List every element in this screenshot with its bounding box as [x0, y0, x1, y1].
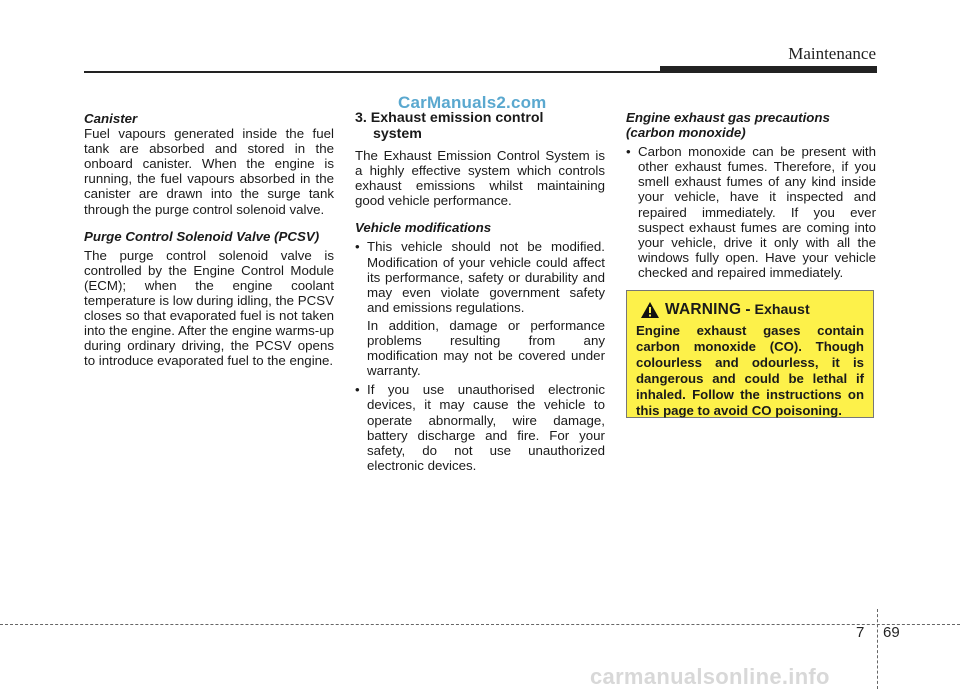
list-item: [355, 239, 605, 378]
header-rule-thick: [660, 66, 877, 73]
warning-separator: -: [745, 301, 751, 318]
pcsv-text: The purge control solenoid valve is controlled by the Engine Control Module (ECM); when the engine coolant temperature is low during idling, the PCSV closes so that evaporated fuel is not taken into the engine. After the engine warms-up during ordinary driving, the PCSV opens to introduce evaporated fuel to the engine.: [84, 247, 334, 369]
bullet-text: Carbon monoxide can be present with other exhaust fumes. Therefore, if you smell exhaust fumes of any kind inside your vehicle, have it inspected and repaired immediately. If you ever suspect exhaust fumes are coming into your vehicle, drive it only with all the windows fully open. Have your vehicle checked and repaired immediately.: [638, 144, 876, 280]
list-item: [355, 382, 605, 473]
exhaust-precautions-heading-line2: (carbon monoxide): [626, 125, 746, 141]
canister-heading: Canister: [84, 111, 138, 126]
vehicle-modifications-heading: Vehicle modifications: [355, 220, 492, 236]
section-number: 3.: [355, 110, 367, 126]
warning-label: WARNING: [665, 301, 742, 318]
watermark-top: CarManuals2.com: [398, 93, 547, 112]
bullet-text: This vehicle should not be modified. Modification of your vehicle could affect its performance, safety or durability and may even violate government safety and emissions regulations.: [367, 239, 605, 315]
modifications-list: [355, 239, 605, 472]
bullet-continuation: In addition, damage or performance problems resulting from any modification may not be covered under warranty.: [367, 317, 605, 379]
bullet-text: If you use unauthorised electronic devices, it may cause the vehicle to operate abnormally, wire damage, battery discharge and fire. For your safety, do not use unauthorized electronic devices.: [367, 382, 605, 473]
column-left: [84, 110, 334, 369]
section-heading: [355, 110, 605, 142]
section-heading-line1: Exhaust emission control: [370, 110, 544, 126]
warning-text: Engine exhaust gases contain carbon monoxide (CO). Though colourless and odourless, it is dangerous and could be lethal if inhaled. Follow the instructions on this page to avoid CO poisoning.: [636, 323, 864, 418]
page-number: 69: [883, 624, 900, 641]
emission-intro: The Exhaust Emission Control System is a highly effective system which controls exhaust emissions whilst maintaining good vehicle performance.: [355, 148, 605, 209]
section-title: Maintenance: [788, 44, 876, 63]
warning-subject: Exhaust: [754, 302, 810, 318]
exhaust-precautions-heading-line1: Engine exhaust gas precautions: [626, 110, 830, 125]
precautions-list: [626, 144, 876, 280]
section-heading-line2: system: [373, 126, 422, 142]
list-item: [626, 144, 876, 280]
chapter-number: 7: [856, 624, 865, 641]
warning-box: [626, 290, 874, 418]
warning-title: [636, 301, 864, 319]
header-rule-thin: [84, 71, 660, 73]
warning-triangle-icon: [640, 301, 660, 319]
pcsv-heading: Purge Control Solenoid Valve (PCSV): [84, 228, 320, 244]
canister-text: Fuel vapours generated inside the fuel tank are absorbed and stored in the onboard canister. When the engine is running, the fuel vapours absorbed in the canister are drawn into the surge tank through the purge control solenoid valve.: [84, 126, 334, 217]
column-right: [626, 110, 876, 284]
footer-divider: [0, 624, 960, 625]
footer-vertical-divider: [877, 609, 878, 689]
watermark-bottom: carmanualsonline.info: [590, 664, 830, 689]
column-middle: [355, 110, 605, 477]
